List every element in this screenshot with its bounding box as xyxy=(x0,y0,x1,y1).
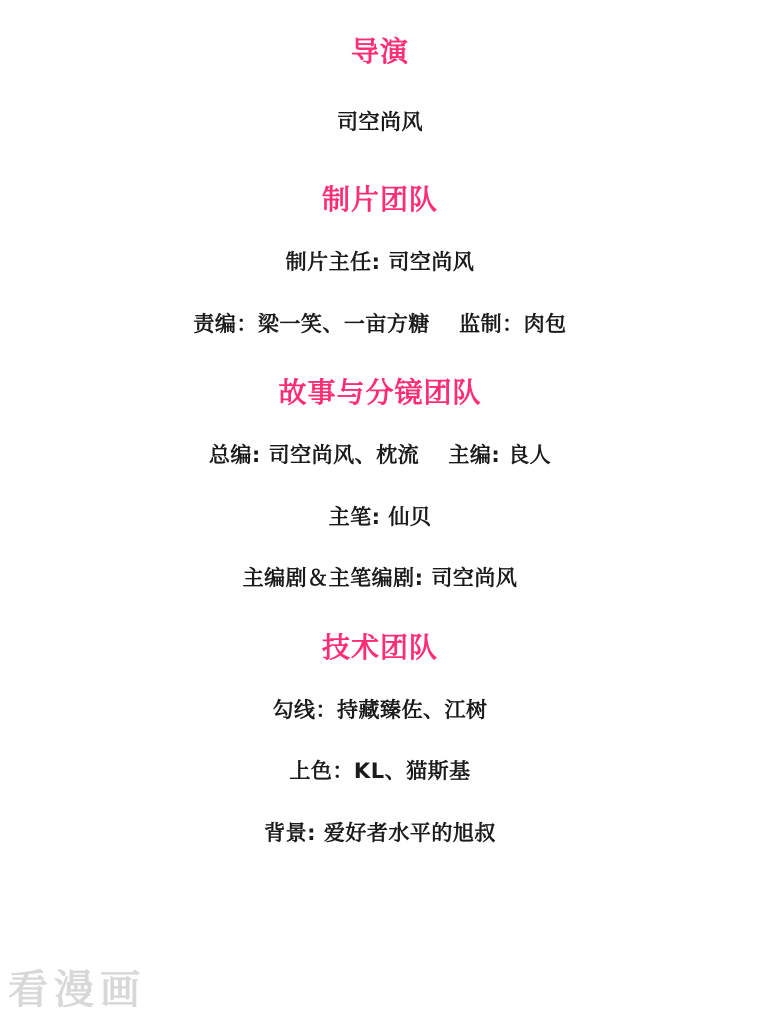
spacer xyxy=(0,411,760,441)
credit-line: 背景: 爱好者水平的旭叔 xyxy=(264,820,496,845)
spacer xyxy=(0,532,760,564)
watermark: 看漫画 xyxy=(8,967,146,1013)
spacer xyxy=(0,278,760,310)
section-title-technical-team: 技术团队 xyxy=(321,630,438,664)
spacer xyxy=(0,787,760,819)
spacer xyxy=(0,70,760,108)
section-title-production-team: 制片团队 xyxy=(321,182,438,216)
credit-line: 司空尚风 xyxy=(337,110,423,135)
spacer xyxy=(0,339,760,375)
spacer xyxy=(0,218,760,248)
credit-line: 总编: 司空尚风、枕流 主编: 良人 xyxy=(208,443,552,468)
credit-line: 责编：梁一笑、一亩方糖 监制：肉包 xyxy=(193,311,567,336)
spacer xyxy=(0,666,760,696)
section-title-director: 导演 xyxy=(350,35,409,68)
credit-line: 主编剧＆主笔编剧: 司空尚风 xyxy=(242,566,518,591)
spacer xyxy=(0,138,760,182)
spacer xyxy=(0,725,760,757)
credit-line: 主笔: 仙贝 xyxy=(328,504,432,529)
section-production-team xyxy=(0,182,760,339)
credit-line: 制片主任: 司空尚风 xyxy=(285,250,475,275)
section-director xyxy=(0,34,760,138)
section-technical-team xyxy=(0,630,760,849)
spacer xyxy=(0,471,760,503)
credit-line: 勾线：持藏臻佐、江树 xyxy=(272,697,488,722)
section-story-storyboard-team xyxy=(0,375,760,594)
spacer xyxy=(0,594,760,630)
credit-line: 上色：KL、猫斯基 xyxy=(289,759,471,784)
section-title-story-storyboard-team: 故事与分镜团队 xyxy=(278,375,482,409)
